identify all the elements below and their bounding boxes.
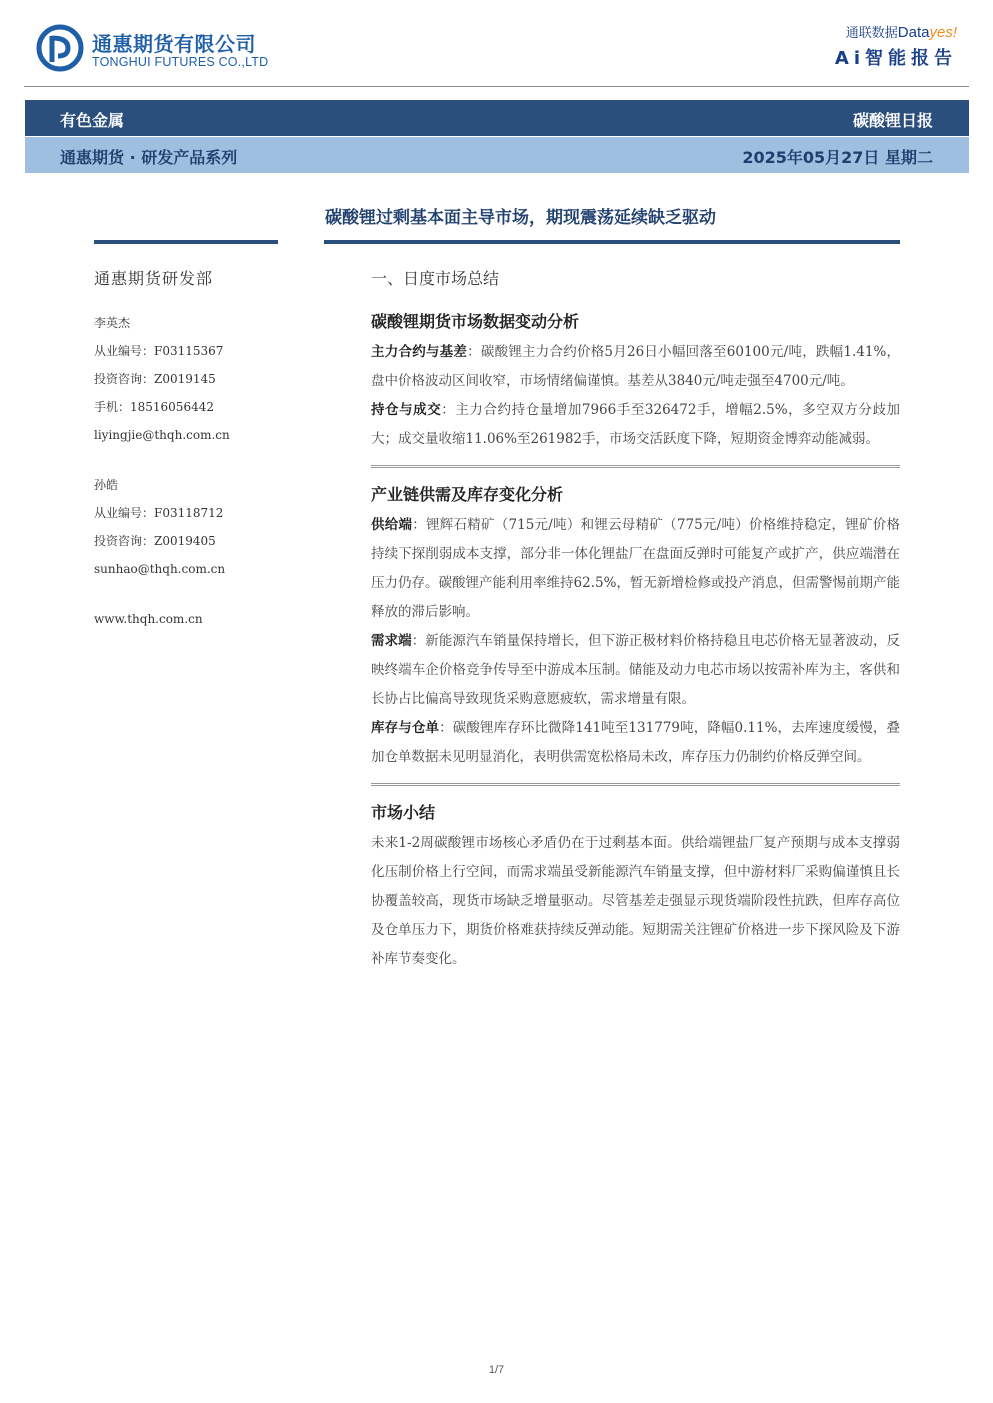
partner-logo bbox=[807, 22, 957, 72]
report-title: 碳酸锂过剩基本面主导市场，期现震荡延续缺乏驱动 bbox=[325, 208, 716, 228]
company-name-en: TONGHUI FUTURES CO.,LTD bbox=[92, 55, 269, 69]
paragraph-label: 需求端 bbox=[371, 633, 412, 649]
paragraph-text: 未来1-2周碳酸锂市场核心矛盾仍在于过剩基本面。供给端锂盐厂复产预期与成本支撑弱化压制价格上行空间，而需求端虽受新能源汽车销量支撑，但中游材料厂采购偏谨慎且长协覆盖较高，现货市场缺乏增量驱动。尽管基差走强显示现货端阶段性抗跌，但库存高位及仓单压力下，期货价格难获持续反弹动能。短期需关注锂矿价格进一步下探风险及下游补库节奏变化。 bbox=[371, 835, 900, 967]
section-divider bbox=[371, 783, 900, 786]
paragraph-text: ：新能源汽车销量保持增长，但下游正极材料价格持稳且电芯价格无显著波动，反映终端车企价格竞争传导至中游成本压制。储能及动力电芯市场以按需补库为主，客供和长协占比偏高导致现货采购意愿疲软，需求增量有限。 bbox=[371, 633, 901, 707]
paragraph bbox=[371, 396, 900, 454]
page-number: 1/7 bbox=[488, 1364, 505, 1376]
analyst-name: 孙皓 bbox=[94, 478, 119, 492]
report-date: 2025年05月27日 星期二 bbox=[742, 148, 933, 167]
paragraph-text: ：锂辉石精矿（715元/吨）和锂云母精矿（775元/吨）价格维持稳定，锂矿价格持续下探削弱成本支撑，部分非一体化锂盐厂在盘面反弹时可能复产或扩产，供应端潜在压力仍存。碳酸锂产能利用率维持62.5%，暂无新增检修或投产消息，但需警惕前期产能释放的滞后影响。 bbox=[371, 517, 900, 620]
summary-block bbox=[371, 800, 900, 974]
series-label: 通惠期货 · 研发产品系列 bbox=[60, 148, 238, 167]
tonghui-logo-icon bbox=[36, 24, 84, 72]
sidebar-title-bar bbox=[94, 240, 278, 244]
paragraph bbox=[371, 714, 900, 772]
paragraph bbox=[371, 829, 900, 974]
analyst-sidebar bbox=[94, 266, 278, 633]
company-website-link[interactable]: www.thqh.com.cn bbox=[94, 612, 203, 626]
paragraph-label: 供给端 bbox=[371, 517, 413, 533]
paragraph-text: ：碳酸锂库存环比微降141吨至131779吨，降幅0.11%，去库速度缓慢，叠加仓单数据未见明显消化，表明供需宽松格局未改，库存压力仍制约价格反弹空间。 bbox=[371, 720, 901, 765]
analyst-card bbox=[94, 471, 278, 583]
company-name-cn: 通惠期货有限公司 bbox=[92, 32, 256, 56]
analyst-name: 李英杰 bbox=[94, 316, 131, 330]
analyst-advisory: 投资咨询：Z0019405 bbox=[94, 534, 216, 548]
section-heading: 一、日度市场总结 bbox=[371, 269, 500, 288]
supply-demand-block bbox=[371, 482, 900, 772]
content-title-bar bbox=[324, 240, 900, 244]
partner-name: 通联数据Datayes! bbox=[845, 24, 957, 41]
analyst-license: 从业编号：F03115367 bbox=[94, 344, 224, 358]
paragraph-text: ：碳酸锂主力合约价格5月26日小幅回落至60100元/吨，跌幅1.41%，盘中价格波动区间收窄，市场情绪偏谨慎。基差从3840元/吨走强至4700元/吨。 bbox=[371, 344, 901, 389]
analyst-phone: 手机：18516056442 bbox=[94, 400, 214, 414]
block-title: 市场小结 bbox=[371, 803, 436, 822]
analyst-advisory: 投资咨询：Z0019145 bbox=[94, 372, 216, 386]
market-data-block bbox=[371, 309, 900, 454]
analyst-license: 从业编号：F03118712 bbox=[94, 506, 224, 520]
paragraph-text: ：主力合约持仓量增加7966手至326472手，增幅2.5%，多空双方分歧加大；成交量收缩11.06%至261982手，市场交活跃度下降，短期资金博弈动能减弱。 bbox=[371, 402, 901, 447]
analyst-email[interactable]: sunhao@thqh.com.cn bbox=[94, 562, 226, 576]
paragraph bbox=[371, 627, 900, 714]
ai-report-label: Ai智能报告 bbox=[834, 48, 957, 69]
report-type-label: 碳酸锂日报 bbox=[852, 111, 933, 130]
department-name: 通惠期货研发部 bbox=[94, 269, 214, 288]
analyst-email[interactable]: liyingjie@thqh.com.cn bbox=[94, 428, 230, 442]
category-band bbox=[25, 100, 969, 136]
category-label: 有色金属 bbox=[60, 111, 125, 130]
paragraph-label: 主力合约与基差 bbox=[371, 344, 468, 360]
header-divider bbox=[24, 86, 969, 87]
report-body bbox=[371, 266, 900, 974]
block-title: 产业链供需及库存变化分析 bbox=[371, 485, 564, 504]
paragraph-label: 库存与仓单 bbox=[371, 720, 440, 736]
series-band bbox=[25, 137, 969, 173]
paragraph bbox=[371, 338, 900, 396]
section-divider bbox=[371, 465, 900, 468]
analyst-card bbox=[94, 309, 278, 449]
paragraph bbox=[371, 511, 900, 627]
company-logo bbox=[36, 22, 296, 74]
block-title: 碳酸锂期货市场数据变动分析 bbox=[371, 312, 580, 331]
paragraph-label: 持仓与成交 bbox=[371, 402, 442, 418]
